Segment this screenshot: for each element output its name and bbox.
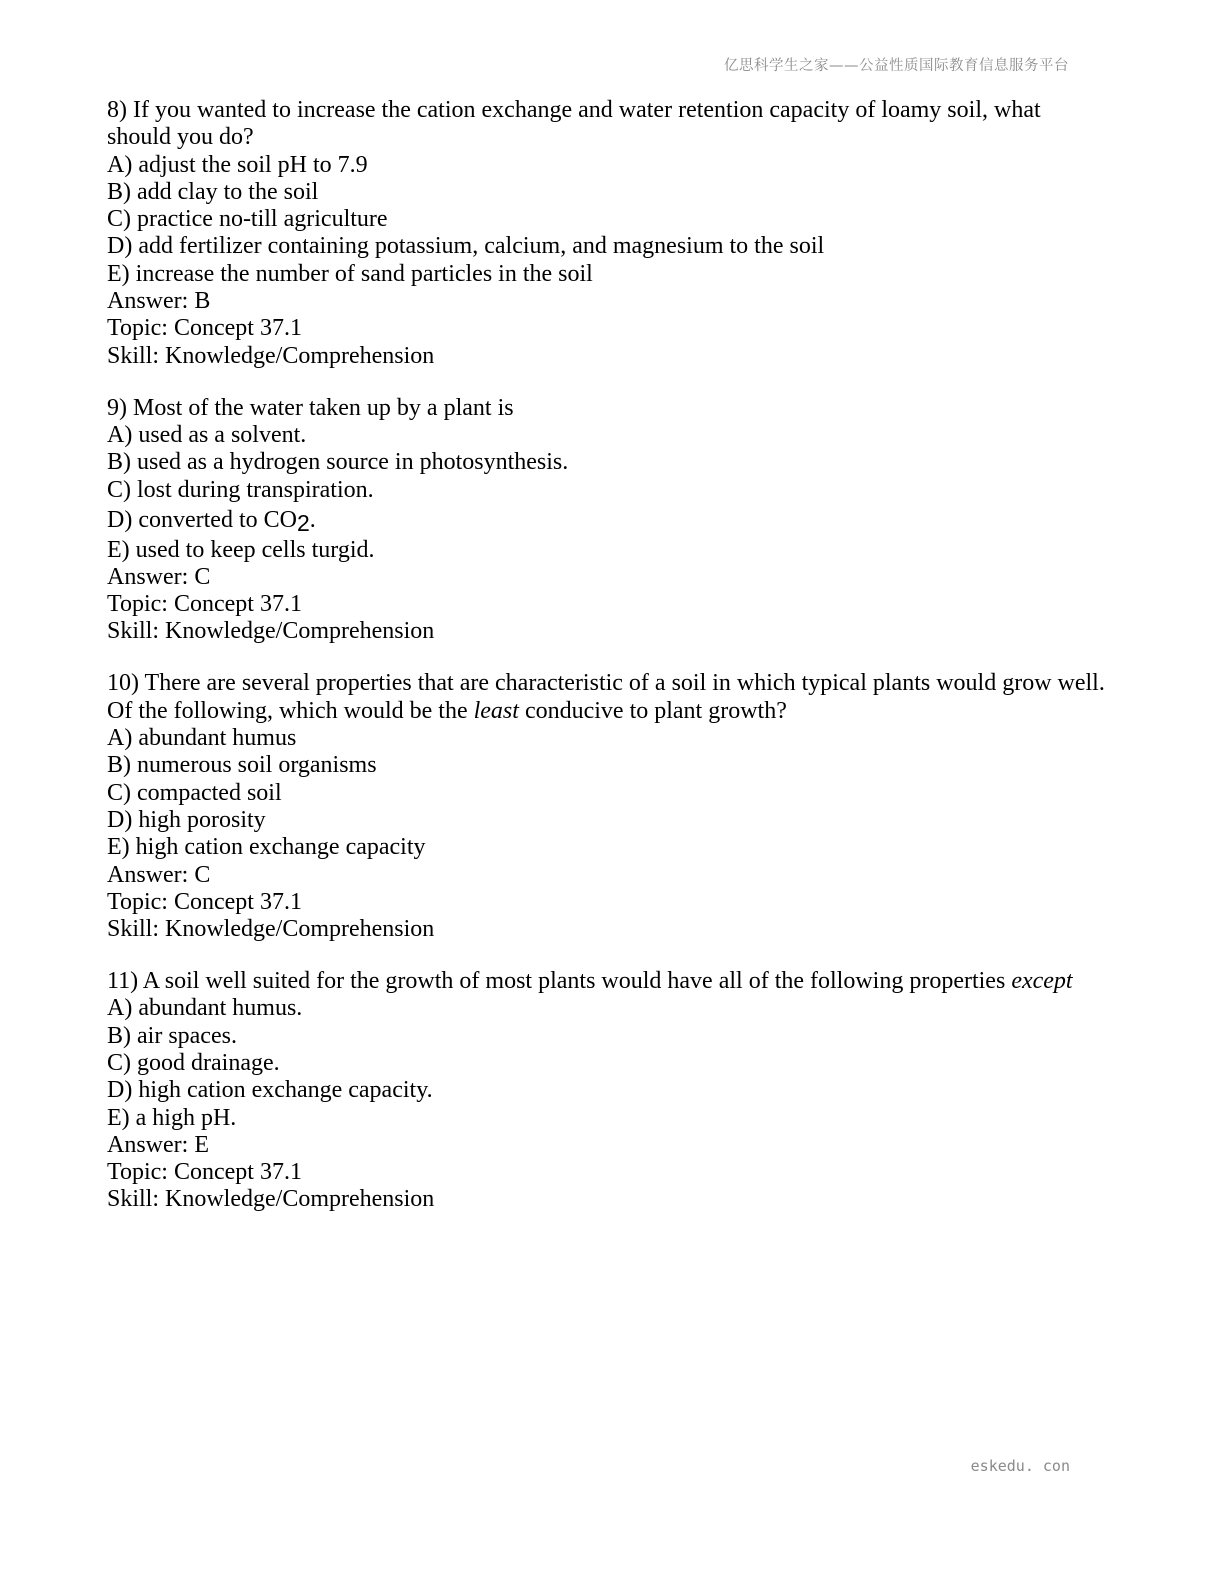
topic: Topic: Concept 37.1	[107, 591, 302, 618]
topic: Topic: Concept 37.1	[107, 315, 302, 342]
question-8	[107, 97, 1117, 370]
question-stem	[107, 968, 1117, 995]
option-d: D) high porosity	[107, 806, 266, 833]
skill: Skill: Knowledge/Comprehension	[107, 916, 435, 943]
question-11	[107, 968, 1117, 1214]
option-a: A) adjust the soil pH to 7.9	[107, 151, 368, 178]
question-stem: 10) There are several properties that are characteristic of a soil in which typical plants would grow well.	[107, 670, 1105, 697]
option-d: D) high cation exchange capacity.	[107, 1077, 433, 1104]
question-stem: 8) If you wanted to increase the cation exchange and water retention capacity of loamy soil, what	[107, 97, 1041, 123]
option-b: B) add clay to the soil	[107, 178, 319, 205]
stem-text: 11) A soil well suited for the growth of most plants would have all of the following properties	[107, 968, 1012, 995]
option-b: B) used as a hydrogen source in photosynthesis.	[107, 449, 569, 476]
page-footer-url: eskedu. con	[970, 1457, 1070, 1475]
option-d	[107, 504, 1117, 537]
option-c: C) lost during transpiration.	[107, 476, 374, 503]
option-c: C) compacted soil	[107, 779, 282, 806]
option-a: A) used as a solvent.	[107, 421, 307, 448]
question-9	[107, 395, 1117, 646]
answer: Answer: E	[107, 1131, 209, 1158]
question-list	[107, 97, 1117, 1214]
emphasis-least: least	[473, 697, 519, 724]
emphasis-except: except	[1011, 968, 1073, 995]
stem-text: Of the following, which would be the	[107, 697, 474, 724]
option-d-period: .	[309, 506, 316, 533]
option-d: D) add fertilizer containing potassium, calcium, and magnesium to the soil	[107, 233, 825, 260]
skill: Skill: Knowledge/Comprehension	[107, 342, 435, 369]
option-d-text: D) converted to CO	[107, 506, 297, 533]
option-c: C) good drainage.	[107, 1049, 280, 1076]
stem-text-end: conducive to plant growth?	[518, 697, 787, 724]
topic: Topic: Concept 37.1	[107, 888, 302, 915]
topic: Topic: Concept 37.1	[107, 1159, 302, 1186]
option-e: E) a high pH.	[107, 1104, 237, 1131]
question-stem-continued	[107, 698, 1117, 725]
question-stem: 9) Most of the water taken up by a plant is	[107, 394, 514, 421]
skill: Skill: Knowledge/Comprehension	[107, 618, 435, 645]
question-10	[107, 670, 1117, 943]
option-e: E) used to keep cells turgid.	[107, 536, 375, 563]
option-e: E) high cation exchange capacity	[107, 834, 426, 861]
option-b: B) air spaces.	[107, 1022, 237, 1049]
question-stem-continued: should you do?	[107, 124, 254, 151]
option-c: C) practice no-till agriculture	[107, 206, 388, 233]
answer: Answer: B	[107, 288, 211, 315]
subscript-2: 2	[296, 509, 310, 536]
option-a: A) abundant humus	[107, 725, 297, 752]
page-header-watermark: 亿思科学生之家——公益性质国际教育信息服务平台	[724, 58, 1069, 74]
option-e: E) increase the number of sand particles in the soil	[107, 260, 593, 287]
option-a: A) abundant humus.	[107, 995, 303, 1022]
answer: Answer: C	[107, 563, 211, 590]
skill: Skill: Knowledge/Comprehension	[107, 1186, 435, 1213]
answer: Answer: C	[107, 861, 211, 888]
option-b: B) numerous soil organisms	[107, 752, 377, 779]
